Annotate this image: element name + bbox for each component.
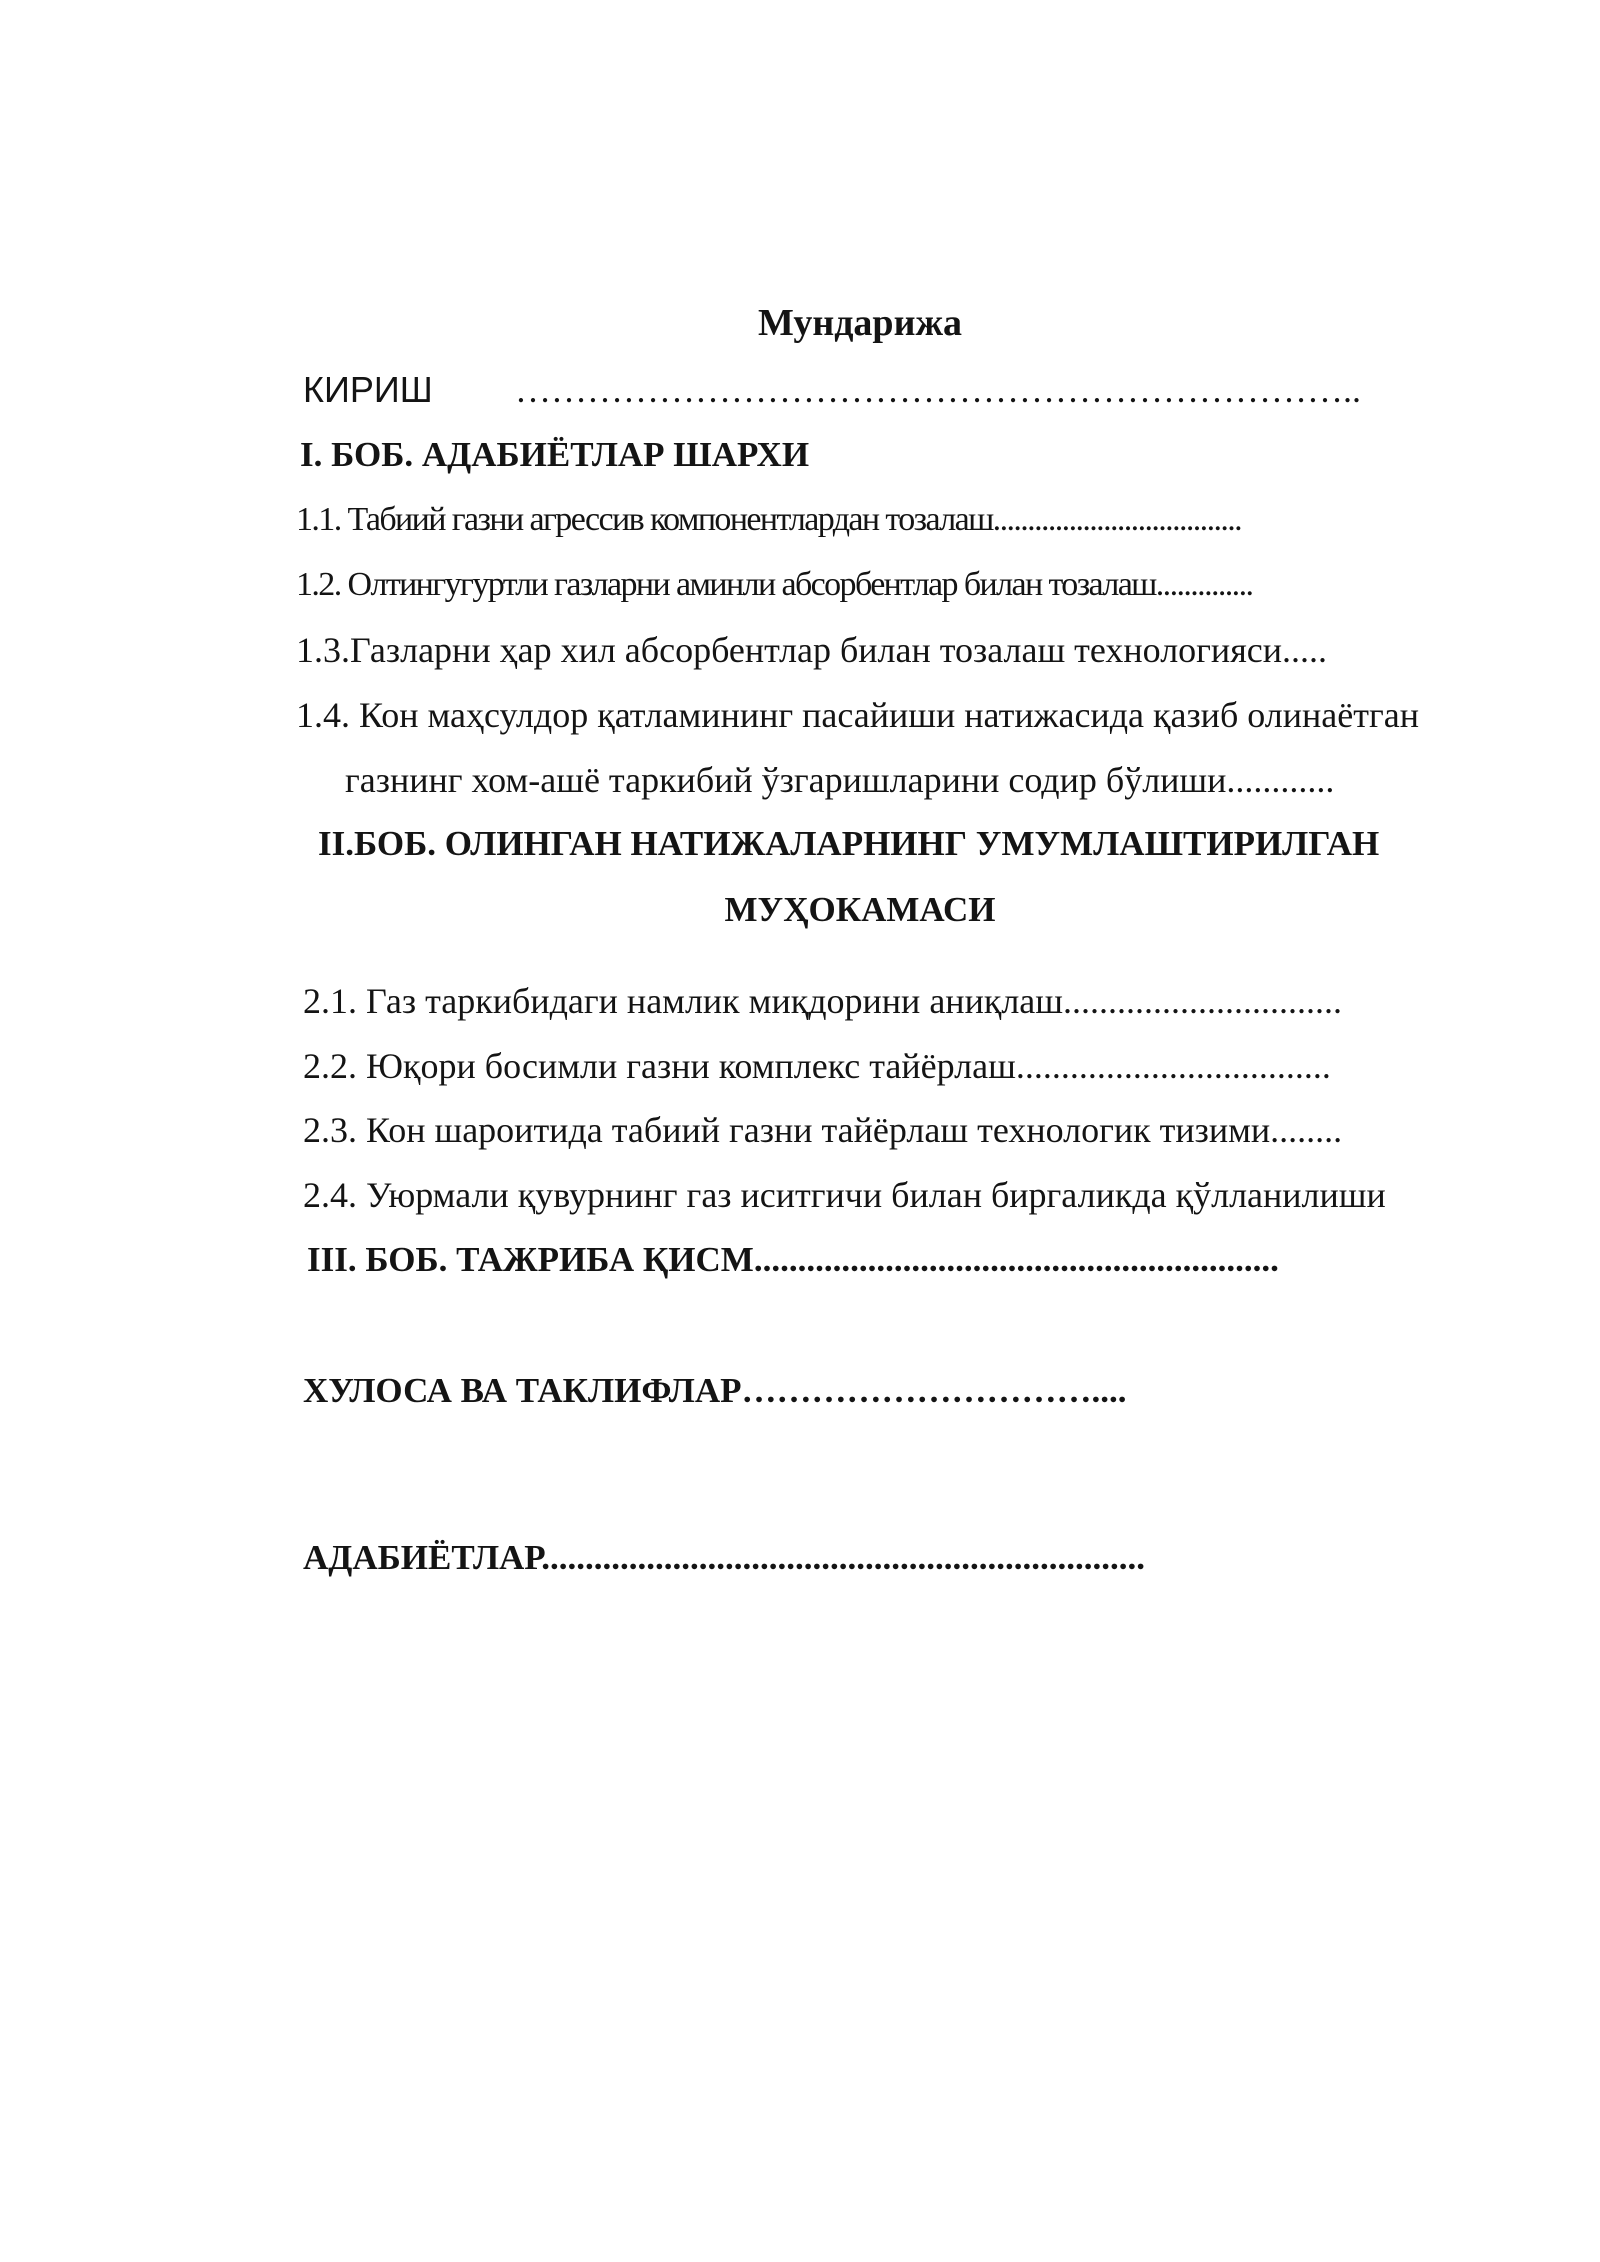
toc-chapter-2-heading-line-1: II.БОБ. ОЛИНГАН НАТИЖАЛАРНИНГ УМУМЛАШТИРИЛГАН: [318, 824, 1380, 863]
toc-conclusion: ХУЛОСА ВА ТАКЛИФЛАР…………………………....: [303, 1371, 1127, 1410]
toc-section-1-1: 1.1. Табиий газни агрессив компонентлардан тозалаш....................................: [296, 501, 1242, 538]
toc-section-2-1: 2.1. Газ таркибидаги намлик миқдорини аниқлаш...............................: [303, 981, 1342, 1021]
toc-section-1-4-line-2: газнинг хом-ашё таркибий ўзгаришларини содир бўлиши............: [345, 760, 1335, 800]
toc-intro-label: КИРИШ: [303, 369, 433, 410]
toc-references: АДАБИЁТЛАР.....................................................................: [303, 1538, 1146, 1577]
page-title: Мундарижа: [757, 302, 963, 344]
toc-section-1-3: 1.3.Газларни ҳар хил абсорбентлар билан тозалаш технологияси.....: [296, 630, 1327, 670]
toc-section-1-4-line-1: 1.4. Кон маҳсулдор қатламининг пасайиши натижасида қазиб олинаётган: [296, 695, 1419, 735]
toc-section-2-3: 2.3. Кон шароитида табиий газни тайёрлаш технологик тизими........: [303, 1110, 1343, 1150]
toc-section-2-2: 2.2. Юқори босимли газни комплекс тайёрлаш...................................: [303, 1046, 1331, 1086]
toc-section-1-2: 1.2. Олтингугуртли газларни аминли абсорбентлар билан тозалаш..............: [296, 566, 1253, 603]
toc-chapter-2-heading-line-2: МУҲОКАМАСИ: [724, 890, 996, 929]
toc-chapter-3-heading: III. БОБ. ТАЖРИБА ҚИСМ............................................................: [307, 1240, 1279, 1279]
toc-chapter-1-heading: I. БОБ. АДАБИЁТЛАР ШАРХИ: [300, 435, 810, 474]
toc-section-2-4: 2.4. Уюрмали қувурнинг газ иситгичи билан биргаликда қўлланилиши: [303, 1175, 1386, 1215]
toc-intro-leader: ……………………………………………………………..: [515, 370, 1361, 410]
